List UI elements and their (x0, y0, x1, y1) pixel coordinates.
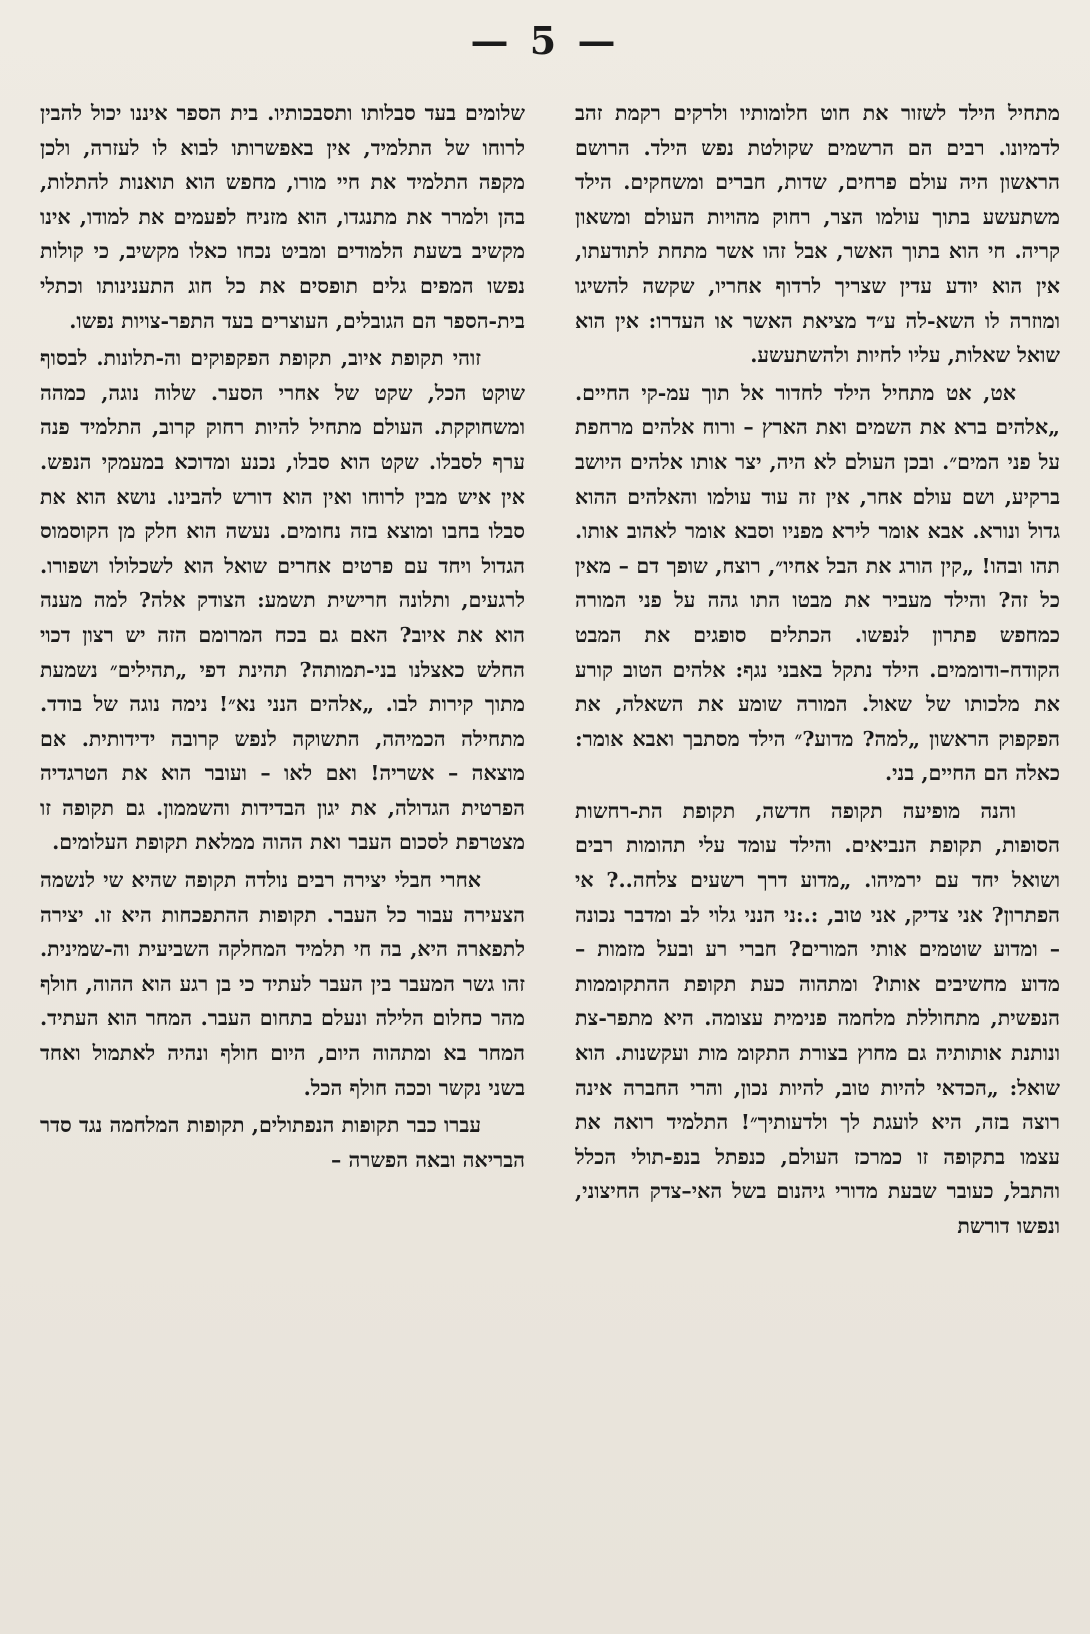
paragraph: אחרי חבלי יצירה רבים נולדה תקופה שהיא שי לנשמה הצעירה עבור כל העבר. תקופות ההתפכחות היא זו. יצירה לתפארה היא, בה חי תלמיד המחלקה השביעית וה-שמינית. זהו גשר המעבר בין העבר לעתיד כי בן רגע הוא ההוה, חולף מהר כחלום הלילה ונעלם בתחום העבר. המחר הוא העתיד. המחר בא ומתהוה היום, היום חולף ונהיה לאתמול ואחד בשני נקשר וככה חולף הכל. (40, 868, 525, 1100)
paragraph: זוהי תקופת איוב, תקופת הפקפוקים וה-תלונות. לבסוף שוקט הכל, שקט של אחרי הסער. שלוה נוגה, כמהה ומשחוקקת. העולם מתחיל להיות רחוק קרוב, התלמיד פנה ערף לסבלו. שקט הוא סבלו, נכנע ומדוכא במעמקי הנפש. אין איש מבין לרוחו ואין הוא דורש להבינו. נושא הוא את סבלו בחבו ומוצא בזה נחומים. נעשה הוא חלק מן הקוסמוס הגדול ויחד עם פרטים אחרים שואל הוא לשכלולו ושפורו. לרגעים, ותלונה חרישית תשמע: הצודק אלה? למה מענה הוא את איוב? האם גם בכח המרומם הזה יש רצון דכוי החלש כאצלנו בני-תמותה? תהינת דפי „תהילים״ נשמעת מתוך קירות לבו. „אלהים הנני נא״! נימה נוגה של בודד. מתחילה הכמיהה, התשוקה לנפש קרובה ידידותית. אם מוצאה – אשריה! ואם לאו – ועובר הוא את הטרגדיה הפרטית הגדולה, את יגון הבדידות והשממון. גם תקופה זו מצטרפת לסכום העבר ואת ההוה ממלאת תקופת העלומים. (40, 346, 525, 855)
paragraph: שלומים בעד סבלותו ותסבכותיו. בית הספר איננו יכול להבין לרוחו של התלמיד, אין באפשרותו לבוא לו לעזרה, ולכן מקפה התלמיד את חיי מורו, מחפש הוא תואנות להתלות, בהן ולמרר את מתנגדו, הוא מזניח לפעמים את למודו, אינו מקשיב בשעת הלמודים ומביט נכחו כאלו מקשיב, כי קולות נפשו המפים גלים תופסים את כל חוג התענינותו וכתלי בית-הספר הם הגובלים, העוצרים בעד התפר-צויות נפשו. (40, 101, 525, 333)
paragraph: מתחיל הילד לשזור את חוט חלומותיו ולרקים רקמת זהב לדמיונו. רבים הם הרשמים שקולטת נפש הילד. הרושם הראשון היה עולם פרחים, שדות, חברים ומשחקים. הילד משתעשע בתוך עולמו הצר, רחוק מהויות העולם ומשאון קריה. חי הוא בתוך האשר, אבל זהו אשר מתחת לתודעתו, אין הוא יודע עדין שצריך לרדוף אחריו, שקשה להשיגו ומוזרה לו השא-לה ע״ד מציאת האשר או העדרו: אין הוא שואל שאלות, עליו לחיות ולהשתעשע. (575, 101, 1060, 368)
paragraph: והנה מופיעה תקופה חדשה, תקופת הת-רחשות הסופות, תקופת הנביאים. והילד עומד עלי תהומות רבים ושואל יחד עם ירמיהו. „מדוע דרך רשעים צלחה..? אי הפתרון? אני צדיק, אני טוב, :.:ני הנני גלוי לב ומדבר נכונה – ומדוע שוטמים אותי המורים? חברי רע ובעל מזמות – מדוע מחשיבים אותו? ומתהוה כעת תקופת ההתקוממות הנפשית, מתחוללת מלחמה פנימית עצומה. היא מתפר-צת ונותנת אותותיה גם מחוץ בצורת התקומ מות ועקשנות. הוא שואל: „הכדאי להיות טוב, להיות נכון, והרי החברה אינה רוצה בזה, היא לועגת לך ולדעותיך״! התלמיד רואה את עצמו בתקופה זו כמרכז העולם, כנפתל בנפ-תולי הכלל והתבל, כעובר שבעת מדורי גיהנום בשל האי–צדק החיצוני, ונפשו דורשת (575, 798, 1060, 1238)
column-left (40, 96, 525, 1611)
column-right (575, 96, 1060, 1611)
paragraph: עברו כבר תקופות הנפתולים, תקופות המלחמה נגד סדר הבריאה ובאה הפשרה – (40, 1113, 525, 1172)
paragraph: אט, אט מתחיל הילד לחדור אל תוך עמ-קי החיים. „אלהים ברא את השמים ואת הארץ – ורוח אלהים מרחפת על פני המים״. ובכן העולם לא היה, יצר אותו אלהים היושב ברקיע, ושם עולם אחר, אין זה עוד עולמו והאלהים ההוא גדול ונורא. אבא אומר לירא מפניו וסבא אומר לאהוב אותו. תהו ובהו! „קין הורג את הבל אחיו״, רוצח, שופך דם – מאין כל זה? והילד מעביר את מבטו התו גהה על פני המורה כמחפש פתרון לנפשו. הכתלים סופגים את המבט הקודח–ודוממים. הילד נתקל באבני נגף: אלהים הטוב קורע את מלכותו של שאול. המורה שומע את השאלה, את הפקפוק הראשון „למה? מדוע?״ הילד מסתבך ואבא אומר: כאלה הם החיים, בני. (575, 380, 1060, 786)
page-number: — 5 — (470, 18, 620, 63)
text-columns (40, 96, 1060, 1611)
